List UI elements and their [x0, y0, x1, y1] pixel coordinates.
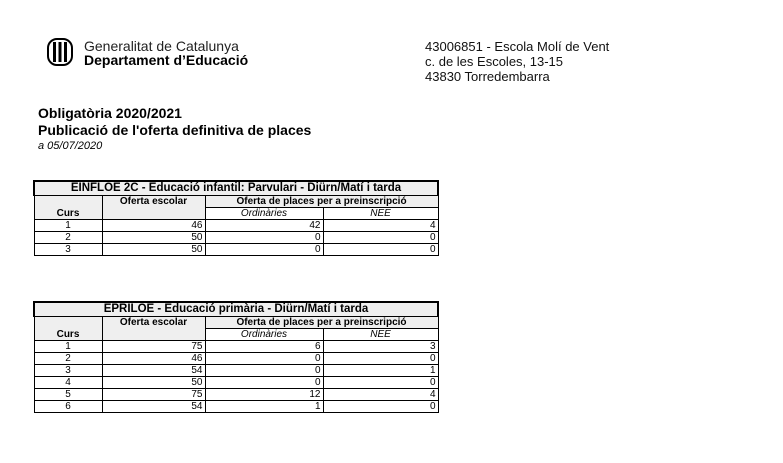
- cell-curs: 2: [34, 353, 102, 365]
- cell-nee: 1: [323, 365, 438, 377]
- col-header-oferta: Oferta escolar: [102, 196, 205, 220]
- cell-ordinaries: 0: [205, 377, 323, 389]
- document-heading: [38, 105, 311, 153]
- cell-curs: 3: [34, 244, 102, 256]
- cell-oferta: 50: [102, 244, 205, 256]
- school-address: [425, 39, 609, 84]
- document-date: a 05/07/2020: [38, 140, 103, 152]
- cell-nee: 0: [323, 353, 438, 365]
- col-header-places: Oferta de places per a preinscripció: [205, 317, 438, 329]
- cell-oferta: 46: [102, 220, 205, 232]
- cell-oferta: 75: [102, 341, 205, 353]
- cell-ordinaries: 1: [205, 401, 323, 413]
- col-header-oferta: Oferta escolar: [102, 317, 205, 341]
- table-row: [34, 365, 438, 377]
- cell-oferta: 50: [102, 377, 205, 389]
- cell-ordinaries: 0: [205, 365, 323, 377]
- col-header-ordinaries: Ordinàries: [205, 329, 323, 341]
- table-row: [34, 244, 438, 256]
- table-row: [34, 401, 438, 413]
- cell-oferta: 50: [102, 232, 205, 244]
- cell-curs: 1: [34, 220, 102, 232]
- cell-nee: 0: [323, 232, 438, 244]
- cell-nee: 0: [323, 377, 438, 389]
- col-header-ordinaries: Ordinàries: [205, 208, 323, 220]
- table-title: EPRILOE - Educació primària - Diürn/Matí i tarda: [34, 302, 438, 317]
- table-title: EINFLOE 2C - Educació infantil: Parvulari - Diürn/Matí i tarda: [34, 181, 438, 196]
- cell-nee: 3: [323, 341, 438, 353]
- cell-curs: 5: [34, 389, 102, 401]
- table-row: [34, 232, 438, 244]
- document-subtitle: Publicació de l'oferta definitiva de places: [38, 122, 312, 138]
- table-row: [34, 341, 438, 353]
- col-header-places: Oferta de places per a preinscripció: [205, 196, 438, 208]
- cell-ordinaries: 0: [205, 232, 323, 244]
- generalitat-logo-icon: [47, 38, 73, 66]
- cell-curs: 6: [34, 401, 102, 413]
- cell-ordinaries: 6: [205, 341, 323, 353]
- org-name: Generalitat de Catalunya: [84, 38, 239, 54]
- cell-curs: 1: [34, 341, 102, 353]
- offer-table-primaria: [33, 301, 439, 413]
- cell-oferta: 54: [102, 401, 205, 413]
- cell-ordinaries: 42: [205, 220, 323, 232]
- cell-nee: 0: [323, 244, 438, 256]
- cell-oferta: 75: [102, 389, 205, 401]
- cell-curs: 3: [34, 365, 102, 377]
- cell-oferta: 46: [102, 353, 205, 365]
- cell-curs: 2: [34, 232, 102, 244]
- school-code-name: 43006851 - Escola Molí de Vent: [425, 39, 610, 54]
- col-header-nee: NEE: [323, 208, 438, 220]
- cell-nee: 4: [323, 220, 438, 232]
- offer-table-infantil: [33, 180, 439, 256]
- school-city: 43830 Torredembarra: [425, 69, 550, 84]
- table-row: [34, 389, 438, 401]
- col-header-nee: NEE: [323, 329, 438, 341]
- col-header-curs: Curs: [34, 196, 102, 220]
- cell-curs: 4: [34, 377, 102, 389]
- table-row: [34, 377, 438, 389]
- document-title: Obligatòria 2020/2021: [38, 105, 182, 121]
- department-name: Departament d’Educació: [84, 52, 249, 68]
- organization-brand: [84, 39, 248, 67]
- cell-nee: 0: [323, 401, 438, 413]
- col-header-curs: Curs: [34, 317, 102, 341]
- cell-ordinaries: 0: [205, 353, 323, 365]
- school-street: c. de les Escoles, 13-15: [425, 54, 564, 69]
- cell-ordinaries: 12: [205, 389, 323, 401]
- table-row: [34, 220, 438, 232]
- cell-nee: 4: [323, 389, 438, 401]
- cell-oferta: 54: [102, 365, 205, 377]
- cell-ordinaries: 0: [205, 244, 323, 256]
- table-row: [34, 353, 438, 365]
